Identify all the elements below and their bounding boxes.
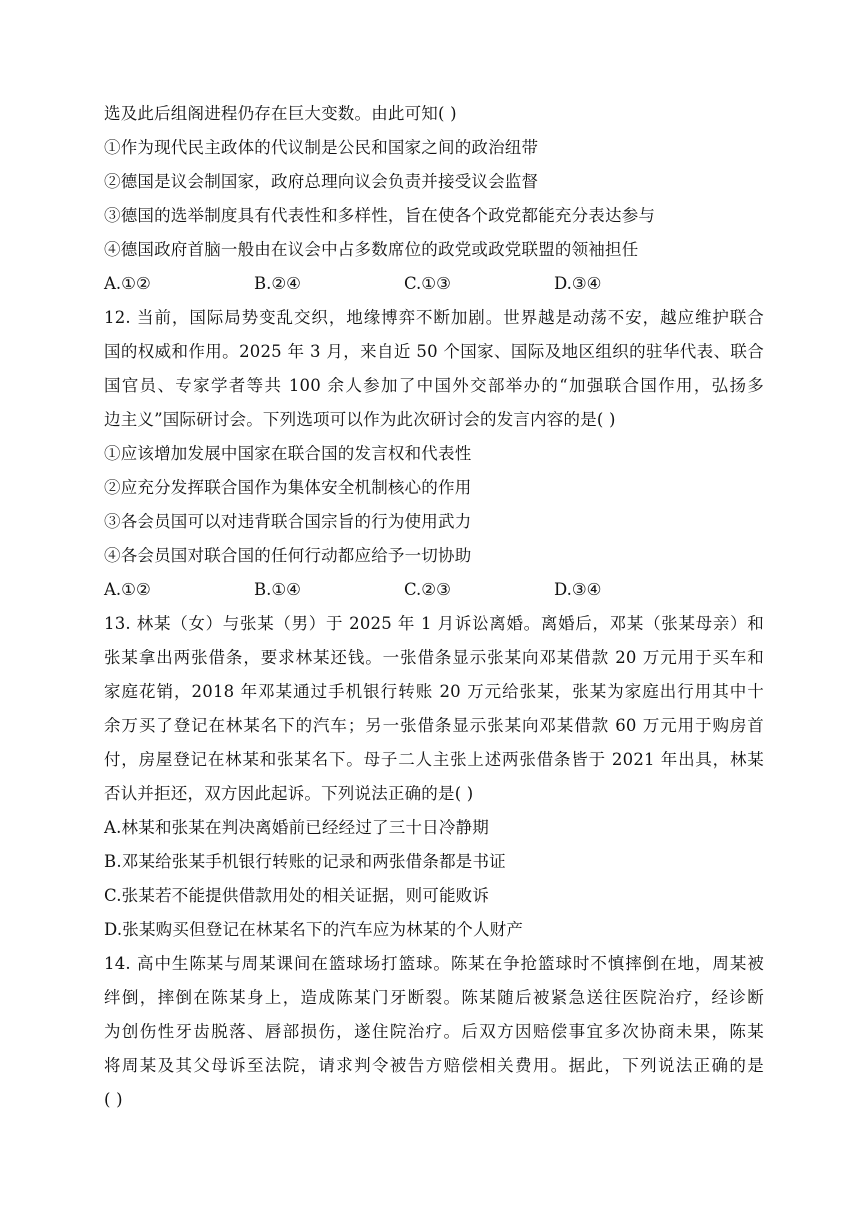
q11-statement-2: ②德国是议会制国家，政府总理向议会负责并接受议会监督 [104,172,539,191]
q12-option-c: C.②③ [404,580,451,599]
q11-statement-3: ③德国的选举制度具有代表性和多样性，旨在使各个政党都能充分表达参与 [104,206,656,225]
q12-option-d: D.③④ [554,580,602,599]
q12-stem-line-3: 国官员、专家学者等共 100 余人参加了中国外交部举办的“加强联合国作用，弘扬多 [104,376,764,395]
q11-statement-1: ①作为现代民主政体的代议制是公民和国家之间的政治纽带 [104,138,539,157]
q13-stem-line-2: 张某拿出两张借条，要求林某还钱。一张借条显示张某向邓某借款 20 万元用于买车和 [104,648,764,667]
q14-stem-line-3: 为创伤性牙齿脱落、唇部损伤，遂住院治疗。后双方因赔偿事宜多次协商未果，陈某 [104,1022,764,1041]
q14-stem-line-4: 将周某及其父母诉至法院，请求判令被告方赔偿相关费用。据此，下列说法正确的是 [104,1056,764,1075]
q12-statement-4: ④各会员国对联合国的任何行动都应给予一切协助 [104,546,472,565]
q11-option-c: C.①③ [404,274,451,293]
q13-stem-line-6: 否认并拒还，双方因此起诉。下列说法正确的是( ) [104,784,474,803]
q13-stem-line-3: 家庭花销，2018 年邓某通过手机银行转账 20 万元给张某，张某为家庭出行用其中十 [104,682,764,701]
q13-choice-d: D.张某购买但登记在林某名下的汽车应为林某的个人财产 [104,920,524,939]
q14-stem-line-2: 绊倒，摔倒在陈某身上，造成陈某门牙断裂。陈某随后被紧急送往医院治疗，经诊断 [104,988,764,1007]
q12-option-a: A.①② [104,580,151,599]
q13-choice-b: B.邓某给张某手机银行转账的记录和两张借条都是书证 [104,852,506,871]
q12-stem-line-1: 12. 当前，国际局势变乱交织，地缘博弈不断加剧。世界越是动荡不安，越应维护联合 [104,308,764,327]
q12-statement-1: ①应该增加发展中国家在联合国的发言权和代表性 [104,444,472,463]
q12-statement-2: ②应充分发挥联合国作为集体安全机制核心的作用 [104,478,472,497]
q13-choice-c: C.张某若不能提供借款用处的相关证据，则可能败诉 [104,886,490,905]
q11-option-b: B.②④ [254,274,301,293]
q13-stem-line-1: 13. 林某（女）与张某（男）于 2025 年 1 月诉讼离婚。离婚后，邓某（张某母亲）和 [104,614,764,633]
q14-stem-line-1: 14. 高中生陈某与周某课间在篮球场打篮球。陈某在争抢篮球时不慎摔倒在地，周某被 [104,954,764,973]
q11-statement-4: ④德国政府首脑一般由在议会中占多数席位的政党或政党联盟的领袖担任 [104,240,639,259]
q12-stem-line-2: 国的权威和作用。2025 年 3 月，来自近 50 个国家、国际及地区组织的驻华代表、联合 [104,342,764,361]
q12-statement-3: ③各会员国可以对违背联合国宗旨的行为使用武力 [104,512,472,531]
q11-option-a: A.①② [104,274,151,293]
q11-stem-tail: 选及此后组阁进程仍存在巨大变数。由此可知( ) [104,104,457,123]
q14-answer-bracket: ( ) [104,1090,123,1109]
q13-stem-line-5: 付，房屋登记在林某和张某名下。母子二人主张上述两张借条皆于 2021 年出具，林某 [104,750,764,769]
q13-stem-line-4: 余万买了登记在林某名下的汽车；另一张借条显示张某向邓某借款 60 万元用于购房首 [104,716,764,735]
q12-option-b: B.①④ [254,580,301,599]
q13-choice-a: A.林某和张某在判决离婚前已经经过了三十日冷静期 [104,818,489,837]
q11-option-d: D.③④ [554,274,602,293]
q12-stem-line-4: 边主义”国际研讨会。下列选项可以作为此次研讨会的发言内容的是( ) [104,410,616,429]
